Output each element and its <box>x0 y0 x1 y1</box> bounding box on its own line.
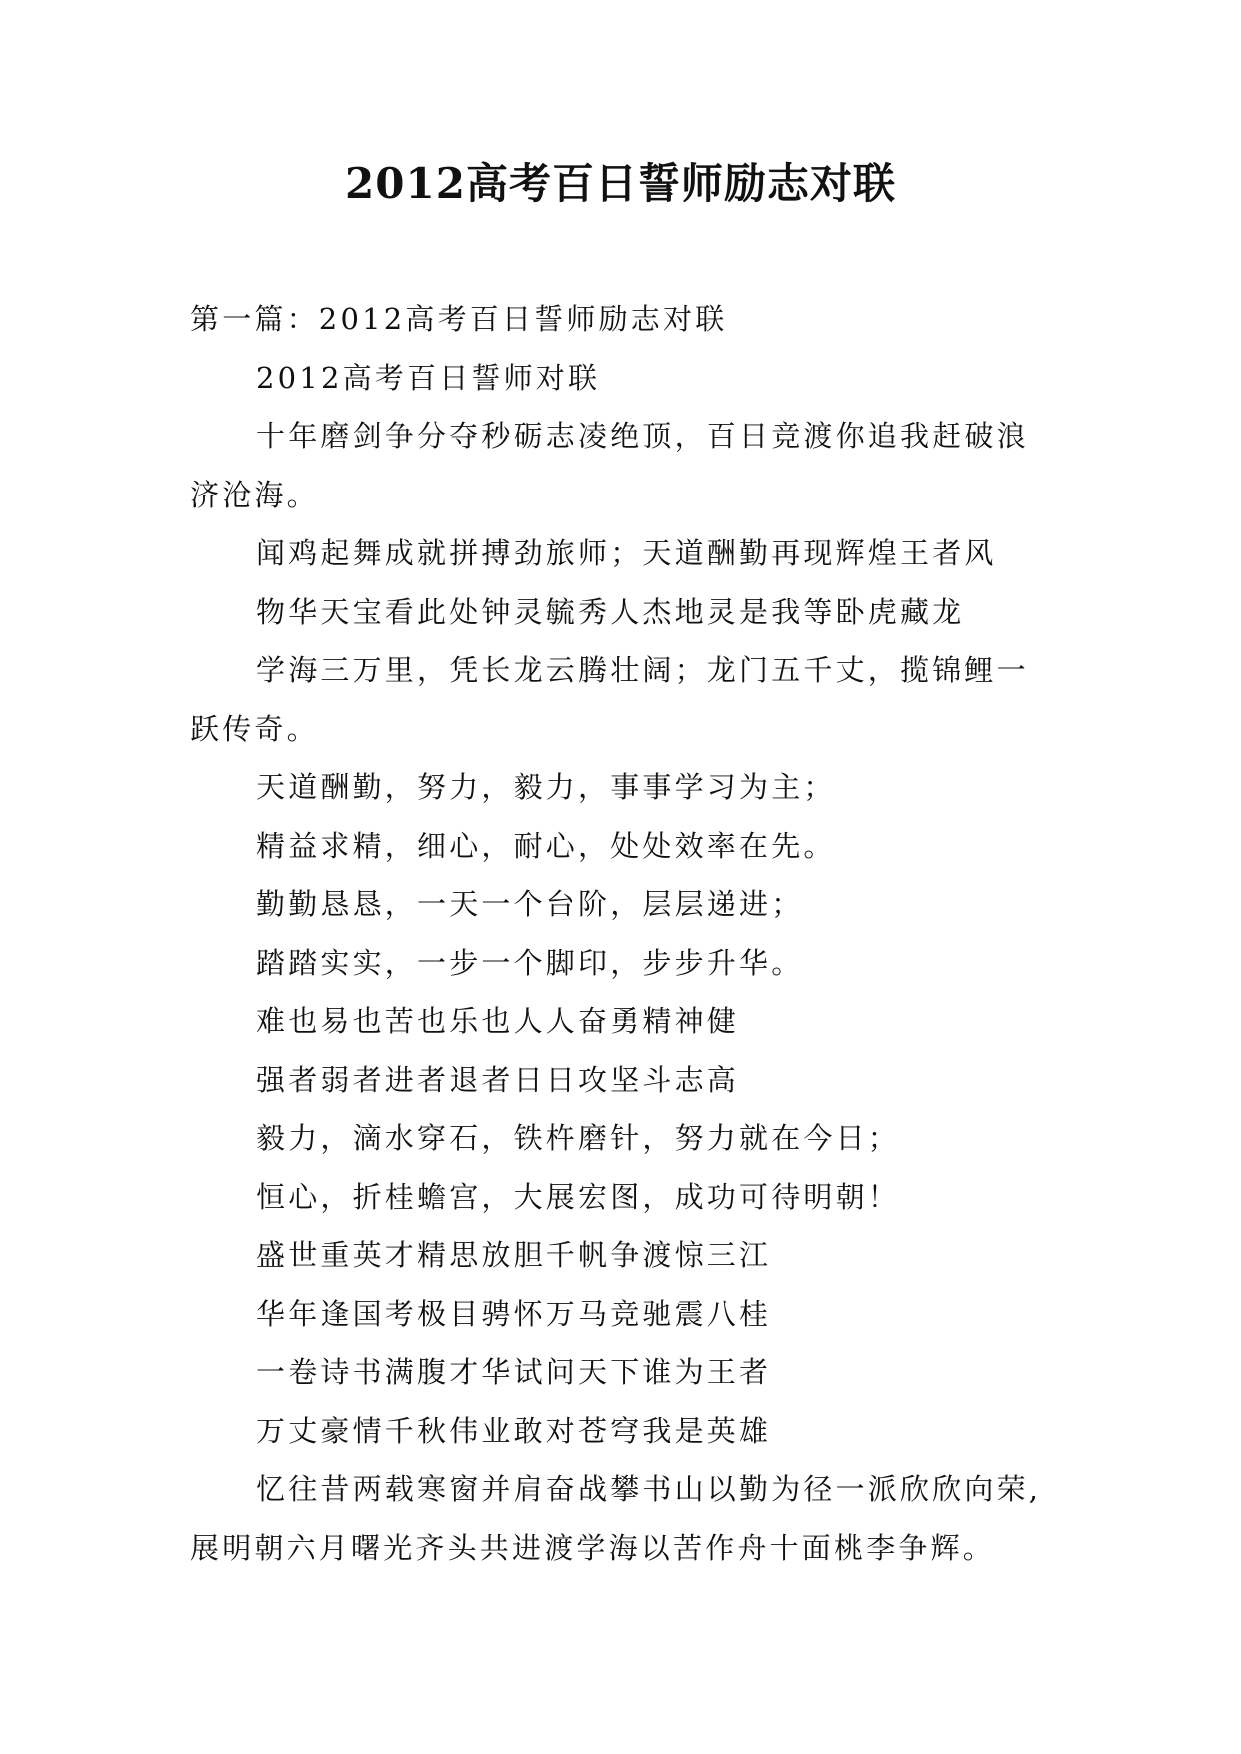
document-body <box>190 290 1056 1577</box>
paragraph: 精益求精，细心，耐心，处处效率在先。 <box>256 828 836 863</box>
paragraph: 华年逢国考极目骋怀万马竞驰震八桂 <box>256 1296 772 1331</box>
paragraph: 2012高考百日誓师对联 <box>256 360 601 395</box>
paragraph: 十年磨剑争分夺秒砺志凌绝顶，百日竞渡你追我赶破浪济沧海。 <box>190 419 1029 512</box>
paragraph: 学海三万里，凭长龙云腾壮阔；龙门五千丈，揽锦鲤一跃传奇。 <box>190 653 1029 746</box>
paragraph: 盛世重英才精思放胆千帆争渡惊三江 <box>256 1238 772 1272</box>
paragraph: 恒心，折桂蟾宫，大展宏图，成功可待明朝！ <box>256 1179 901 1214</box>
paragraph: 万丈豪情千秋伟业敢对苍穹我是英雄 <box>256 1413 772 1448</box>
paragraph: 一卷诗书满腹才华试问天下谁为王者 <box>256 1355 772 1389</box>
document-title: 2012高考百日誓师励志对联 <box>345 159 896 208</box>
paragraph: 难也易也苦也乐也人人奋勇精神健 <box>256 1004 740 1038</box>
paragraph: 闻鸡起舞成就拼搏劲旅师；天道酬勤再现辉煌王者风 <box>256 536 997 570</box>
paragraph: 踏踏实实，一步一个脚印，步步升华。 <box>256 945 804 980</box>
paragraph: 强者弱者进者退者日日攻坚斗志高 <box>256 1062 740 1097</box>
paragraph: 勤勤恳恳，一天一个台阶，层层递进； <box>256 887 804 921</box>
paragraph: 天道酬勤，努力，毅力，事事学习为主； <box>256 770 836 804</box>
section-heading: 第一篇：2012高考百日誓师励志对联 <box>190 302 728 336</box>
paragraph: 忆往昔两载寒窗并肩奋战攀书山以勤为径一派欣欣向荣,展明朝六月曙光齐头共进渡学海以苦作舟十面桃李争辉。 <box>190 1472 1042 1565</box>
paragraph: 毅力，滴水穿石，铁杵磨针，努力就在今日； <box>256 1121 901 1155</box>
paragraph: 物华天宝看此处钟灵毓秀人杰地灵是我等卧虎藏龙 <box>256 594 965 629</box>
